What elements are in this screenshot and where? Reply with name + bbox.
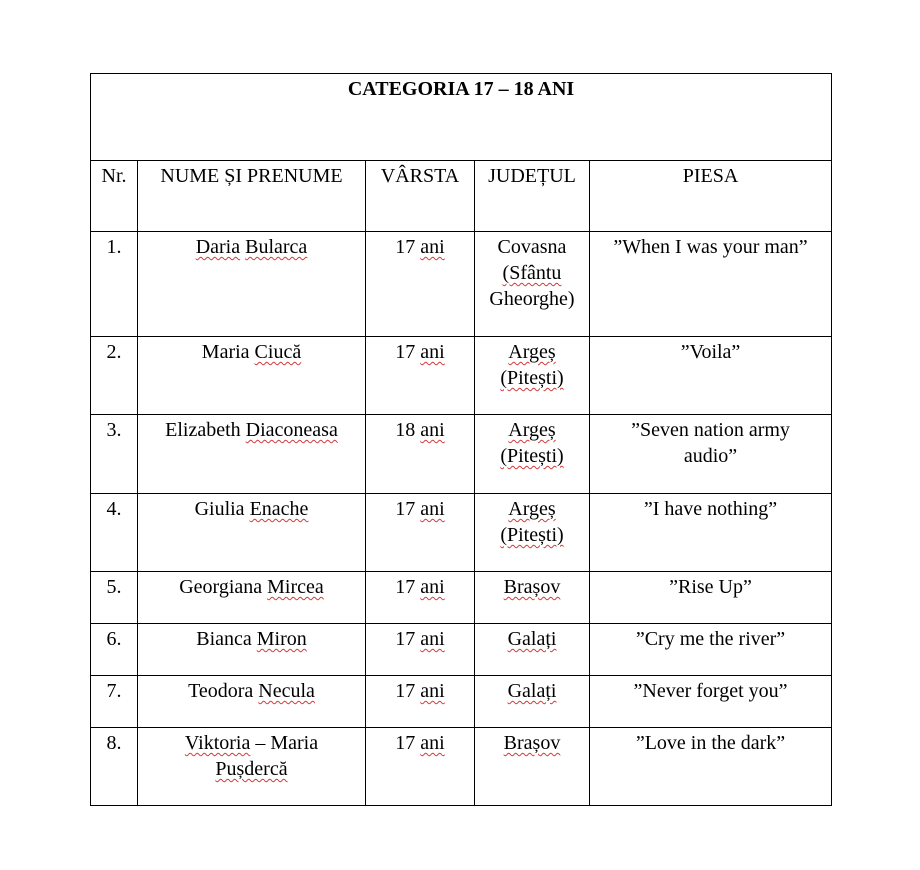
song-title: ”Seven nation army [631, 419, 790, 441]
cell-age [366, 624, 475, 676]
cell-county [475, 676, 590, 728]
cell-name [138, 494, 366, 572]
header-nr: Nr. [91, 161, 138, 232]
cell-name [138, 572, 366, 624]
title-row [91, 74, 832, 161]
cell-song [590, 415, 832, 494]
last-name: Diaconeasa [245, 419, 338, 441]
header-song: PIESA [590, 161, 832, 232]
age-unit: ani [420, 341, 445, 363]
table-row [91, 572, 832, 624]
age-number: 17 [395, 732, 416, 754]
last-name: Enache [249, 498, 309, 520]
header-name: NUME ȘI PRENUME [138, 161, 366, 232]
first-name: Teodora [188, 680, 254, 702]
cell-nr: 8. [91, 728, 138, 806]
first-name: Bianca [196, 628, 252, 650]
table-row [91, 676, 832, 728]
age-unit: ani [420, 628, 445, 650]
last-name: Pușdercă [215, 758, 288, 780]
first-name-cont: – Maria [255, 732, 319, 754]
cell-age [366, 415, 475, 494]
cell-nr: 1. [91, 232, 138, 337]
county-name: Brașov [503, 576, 561, 598]
cell-county [475, 232, 590, 337]
age-unit: ani [420, 576, 445, 598]
table-row [91, 624, 832, 676]
last-name: Bularca [245, 236, 308, 258]
age-unit: ani [420, 680, 445, 702]
age-number: 17 [395, 498, 416, 520]
cell-nr: 4. [91, 494, 138, 572]
cell-nr: 3. [91, 415, 138, 494]
cell-age [366, 494, 475, 572]
table-row [91, 337, 832, 415]
header-row [91, 161, 832, 232]
cell-song: ”Love in the dark” [590, 728, 832, 806]
header-county: JUDEȚUL [475, 161, 590, 232]
age-number: 17 [395, 236, 416, 258]
cell-county [475, 415, 590, 494]
first-name: Georgiana [179, 576, 263, 598]
age-unit: ani [420, 732, 445, 754]
age-number: 17 [395, 341, 416, 363]
cell-name [138, 415, 366, 494]
cell-song: ”Never forget you” [590, 676, 832, 728]
cell-county [475, 337, 590, 415]
document-page [90, 73, 831, 806]
cell-song: ”I have nothing” [590, 494, 832, 572]
county-name: Argeș [508, 341, 556, 363]
cell-county [475, 728, 590, 806]
cell-county [475, 494, 590, 572]
first-name: Viktoria [184, 732, 251, 754]
cell-age [366, 572, 475, 624]
city-name: (Pitești) [500, 524, 564, 546]
cell-age [366, 337, 475, 415]
first-name: Daria [195, 236, 241, 258]
cell-name [138, 728, 366, 806]
cell-nr: 7. [91, 676, 138, 728]
city-name: (Sfântu [502, 262, 562, 284]
table-row [91, 494, 832, 572]
county-name: Brașov [503, 732, 561, 754]
table-row [91, 232, 832, 337]
age-number: 17 [395, 576, 416, 598]
table-row [91, 728, 832, 806]
table-title: CATEGORIA 17 – 18 ANI [91, 74, 832, 161]
header-age: VÂRSTA [366, 161, 475, 232]
first-name: Giulia [194, 498, 245, 520]
county-name: Galați [507, 628, 557, 650]
table-row [91, 415, 832, 494]
age-number: 17 [395, 628, 416, 650]
cell-age [366, 728, 475, 806]
last-name: Necula [258, 680, 315, 702]
last-name: Ciucă [254, 341, 302, 363]
age-unit: ani [420, 498, 445, 520]
last-name: Miron [256, 628, 307, 650]
cell-age [366, 232, 475, 337]
song-title-cont: audio” [683, 445, 738, 467]
cell-name [138, 337, 366, 415]
cell-county [475, 624, 590, 676]
cell-name [138, 232, 366, 337]
first-name: Maria [201, 341, 250, 363]
county-name: Argeș [508, 498, 556, 520]
cell-song: ”Voila” [590, 337, 832, 415]
age-unit: ani [420, 236, 445, 258]
age-unit: ani [420, 419, 445, 441]
age-number: 17 [395, 680, 416, 702]
cell-nr: 5. [91, 572, 138, 624]
city-name-cont: Gheorghe) [489, 288, 575, 310]
city-name: (Pitești) [500, 367, 564, 389]
county-name: Galați [507, 680, 557, 702]
cell-nr: 6. [91, 624, 138, 676]
participants-table [90, 73, 832, 806]
city-name: (Pitești) [500, 445, 564, 467]
county-name: Argeș [508, 419, 556, 441]
last-name: Mircea [267, 576, 324, 598]
county-name: Covasna [497, 236, 567, 258]
cell-nr: 2. [91, 337, 138, 415]
cell-county [475, 572, 590, 624]
cell-name [138, 624, 366, 676]
cell-song: ”When I was your man” [590, 232, 832, 337]
cell-name [138, 676, 366, 728]
cell-song: ”Rise Up” [590, 572, 832, 624]
cell-song: ”Cry me the river” [590, 624, 832, 676]
cell-age [366, 676, 475, 728]
first-name: Elizabeth [165, 419, 241, 441]
age-number: 18 [395, 419, 416, 441]
